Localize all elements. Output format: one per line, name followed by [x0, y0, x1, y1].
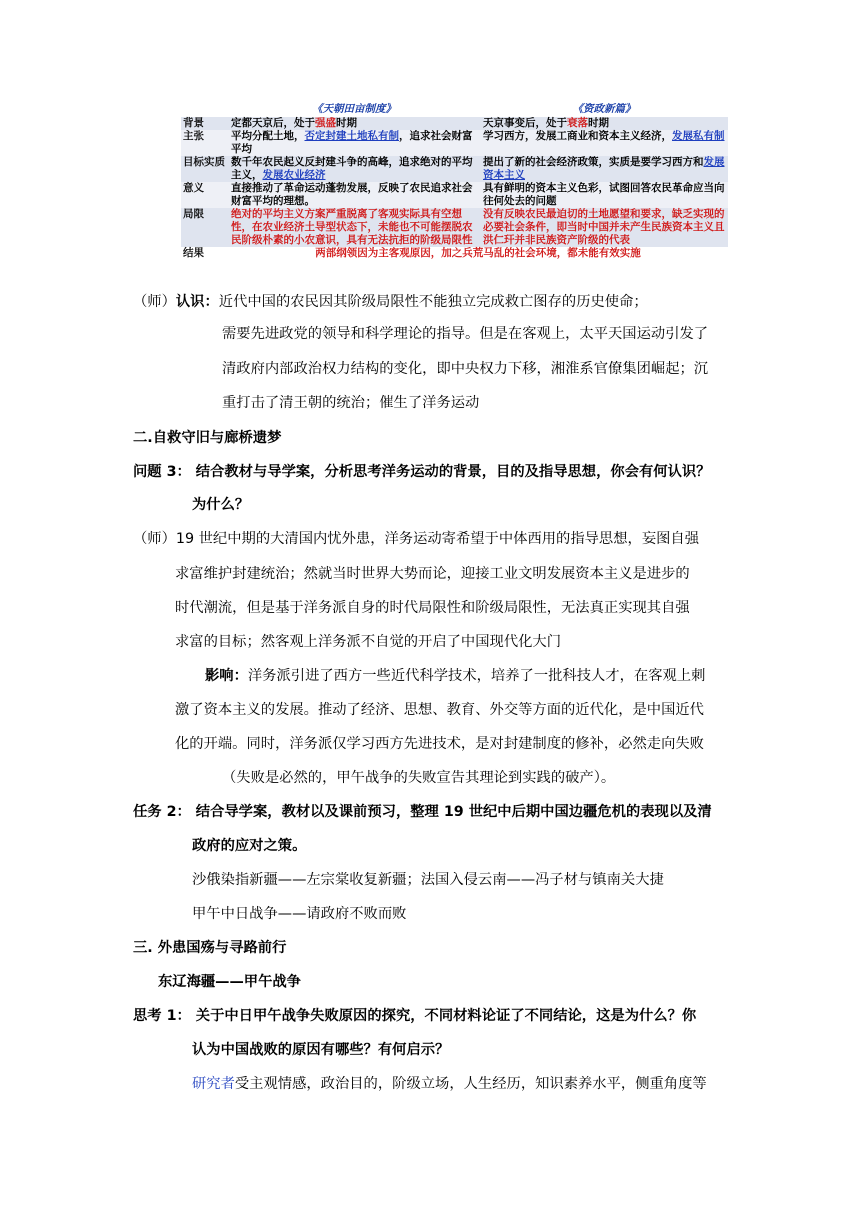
result-text: 两部纲领因为主客观原因，加之兵荒马乱的社会环境，都未能有效实施: [315, 247, 641, 259]
thinking-1: 思考 1： 关于中日甲午战争失败原因的探究，不同材料论证了不同结论，这是为什么？你: [133, 1008, 697, 1024]
task-2: 任务 2： 结合导学案，教材以及课前预习，整理 19 世纪中后期中国边疆危机的表现以及清: [133, 804, 712, 820]
cell-zizheng: 天京事变后，处于衰落时期: [480, 117, 728, 130]
paragraph-line: （失败是必然的，甲午战争的失败宣告其理论到实践的破产）。: [222, 770, 616, 786]
table-row: [181, 156, 728, 182]
teacher-note-recognition: （师）认识：近代中国的农民因其阶级局限性不能独立完成救亡图存的历史使命；: [133, 294, 648, 310]
table-row: [181, 130, 728, 156]
paragraph-line: （师）19 世纪中期的大清国内忧外患，洋务运动寄希望于中体西用的指导思想，妄图自强: [133, 531, 700, 547]
comparison-table-image: [181, 103, 728, 266]
cell-tianchao: 绝对的平均主义方案严重脱离了客观实际具有空想性，在农业经济土导型状态下，未能也不可能摆脱农民阶级朴素的小农意识，具有无法抗拒的阶级局限性: [228, 208, 480, 247]
paragraph-line: 研究者受主观情感，政治目的，阶级立场，人生经历，知识素养水平，侧重角度等: [192, 1076, 707, 1092]
row-label: 局限: [181, 208, 228, 247]
table-row: [181, 182, 728, 208]
header-tianchao: 《天朝田亩制度》: [312, 103, 396, 115]
cell-zizheng: 提出了新的社会经济政策，实质是要学习西方和发展资本主义: [480, 156, 728, 182]
cell-tianchao: 直接推动了革命运动蓬勃发展，反映了农民追求社会财富平均的理想。: [228, 182, 480, 208]
row-label: 背景: [181, 117, 228, 130]
question-3: 问题 3： 结合教材与导学案，分析思考洋务运动的背景，目的及指导思想，你会有何认识？: [133, 464, 711, 480]
paragraph-line: 甲午中日战争——请政府不败而败: [192, 906, 407, 922]
row-label: 意义: [181, 182, 228, 208]
paragraph-line: 求富的目标；然客观上洋务派不自觉的开启了中国现代化大门: [175, 634, 562, 650]
paragraph-line: 化的开端。同时，洋务派仅学习西方先进技术，是对封建制度的修补，必然走向失败: [175, 736, 704, 752]
paragraph-line: 时代潮流，但是基于洋务派自身的时代局限性和阶级局限性，无法真正实现其自强: [175, 600, 690, 616]
cell-tianchao: 定都天京后，处于强盛时期: [228, 117, 480, 130]
row-label: 主张: [181, 130, 228, 156]
paragraph-line: 沙俄染指新疆——左宗棠收复新疆；法国入侵云南——冯子材与镇南关大捷: [192, 872, 664, 888]
cell-zizheng: 没有反映农民最迫切的土地愿望和要求，缺乏实现的必要社会条件，即当时中国并未产生民族资本主义且洪仁玕并非民族资产阶级的代表: [480, 208, 728, 247]
section-heading-3: 三. 外患国殇与寻路前行: [133, 940, 287, 956]
paragraph-line: 求富维护封建统治；然就当时世界大势而论，迎接工业文明发展资本主义是进步的: [175, 566, 690, 582]
result-label: 结果: [183, 247, 204, 259]
thinking-1-cont: 认为中国战败的原因有哪些？有何启示？: [192, 1042, 450, 1058]
paragraph-line: 需要先进政党的领导和科学理论的指导。但是在客观上，太平天国运动引发了: [222, 326, 709, 342]
influence-line: 影响：洋务派引进了西方一些近代科学技术，培养了一批科技人才，在客观上刺: [205, 668, 706, 684]
header-zizheng: 《资政新篇》: [572, 103, 636, 115]
cell-zizheng: 学习西方，发展工商业和资本主义经济，发展私有制: [480, 130, 728, 156]
table-row: [181, 117, 728, 130]
paragraph-line: 重打击了清王朝的统治；催生了洋务运动: [222, 395, 480, 411]
paragraph-line: 激了资本主义的发展。推动了经济、思想、教育、外交等方面的近代化，是中国近代: [175, 702, 704, 718]
cell-tianchao: 平均分配土地，否定封建土地私有制，追求社会财富平均: [228, 130, 480, 156]
table-row: [181, 208, 728, 247]
cell-zizheng: 具有鲜明的资本主义色彩，试图回答农民革命应当向往何处去的问题: [480, 182, 728, 208]
cell-tianchao: 数千年农民起义反封建斗争的高峰，追求绝对的平均主义，发展农业经济: [228, 156, 480, 182]
task-2-cont: 政府的应对之策。: [192, 838, 307, 854]
section-heading-2: 二.自救守旧与廊桥遗梦: [133, 430, 282, 446]
paragraph-line: 清政府内部政治权力结构的变化，即中央权力下移，湘淮系官僚集团崛起；沉: [222, 361, 709, 377]
subheading: 东辽海疆——甲午战争: [158, 974, 301, 990]
row-label: 目标实质: [181, 156, 228, 182]
question-3-cont: 为什么？: [192, 497, 250, 513]
